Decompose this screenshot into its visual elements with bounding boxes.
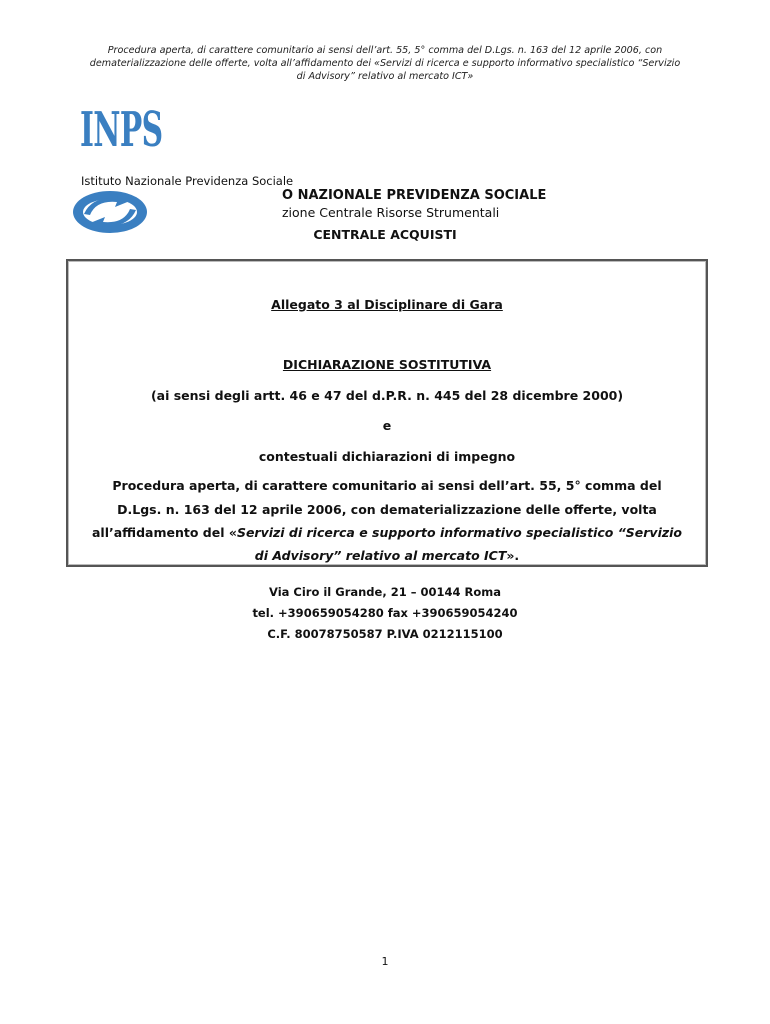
procedure-line: D.Lgs. n. 163 del 12 aprile 2006, con dematerializzazione delle offerte, volta	[117, 502, 657, 517]
institute-name: O NAZIONALE PREVIDENZA SOCIALE	[282, 188, 547, 203]
running-header-line: Procedura aperta, di carattere comunitario ai sensi dell’art. 55, 5° comma del D.Lgs. n. 163 del 12 aprile 2006, con	[107, 45, 663, 56]
procedure-service-name: Servizi di ricerca e supporto informativo specialistico “Servizio	[236, 525, 683, 540]
procedure-line	[68, 525, 706, 540]
running-header-line: dematerializzazione delle offerte, volta all’affidamento dei «Servizi di ricerca e supporto informativo specialistico “Servizio	[89, 58, 681, 69]
central-acquisti-heading: CENTRALE ACQUISTI	[313, 227, 457, 242]
direction-name: zione Centrale Risorse Strumentali	[282, 205, 500, 220]
procedure-line: Procedura aperta, di carattere comunitario ai sensi dell’art. 55, 5° comma del	[112, 478, 662, 493]
procedure-text: all’affidamento del «	[91, 525, 237, 540]
procedure-line	[68, 548, 706, 563]
tax-id-line: C.F. 80078750587 P.IVA 0212115100	[267, 627, 503, 641]
procedure-text: ».	[506, 548, 520, 563]
phone-fax-line: tel. +390659054280 fax +390659054240	[252, 606, 518, 620]
running-header-line: di Advisory” relativo al mercato ICT»	[296, 71, 474, 82]
conjunction: e	[382, 418, 392, 433]
logo-subtitle: Istituto Nazionale Previdenza Sociale	[81, 174, 294, 188]
legal-reference: (ai sensi degli artt. 46 e 47 del d.P.R. n. 445 del 28 dicembre 2000)	[150, 388, 624, 403]
running-header	[60, 44, 710, 83]
address-line: Via Ciro il Grande, 21 – 00144 Roma	[269, 585, 501, 599]
logo-wordmark: INPS	[80, 102, 163, 158]
page-number: 1	[381, 955, 389, 968]
commitments-line: contestuali dichiarazioni di impegno	[258, 449, 516, 464]
procedure-service-name: di Advisory” relativo al mercato ICT	[254, 548, 507, 563]
declaration-title: DICHIARAZIONE SOSTITUTIVA	[282, 357, 492, 372]
inps-logo	[70, 102, 294, 242]
attachment-title: Allegato 3 al Disciplinare di Gara	[271, 297, 503, 312]
title-frame	[66, 259, 708, 567]
